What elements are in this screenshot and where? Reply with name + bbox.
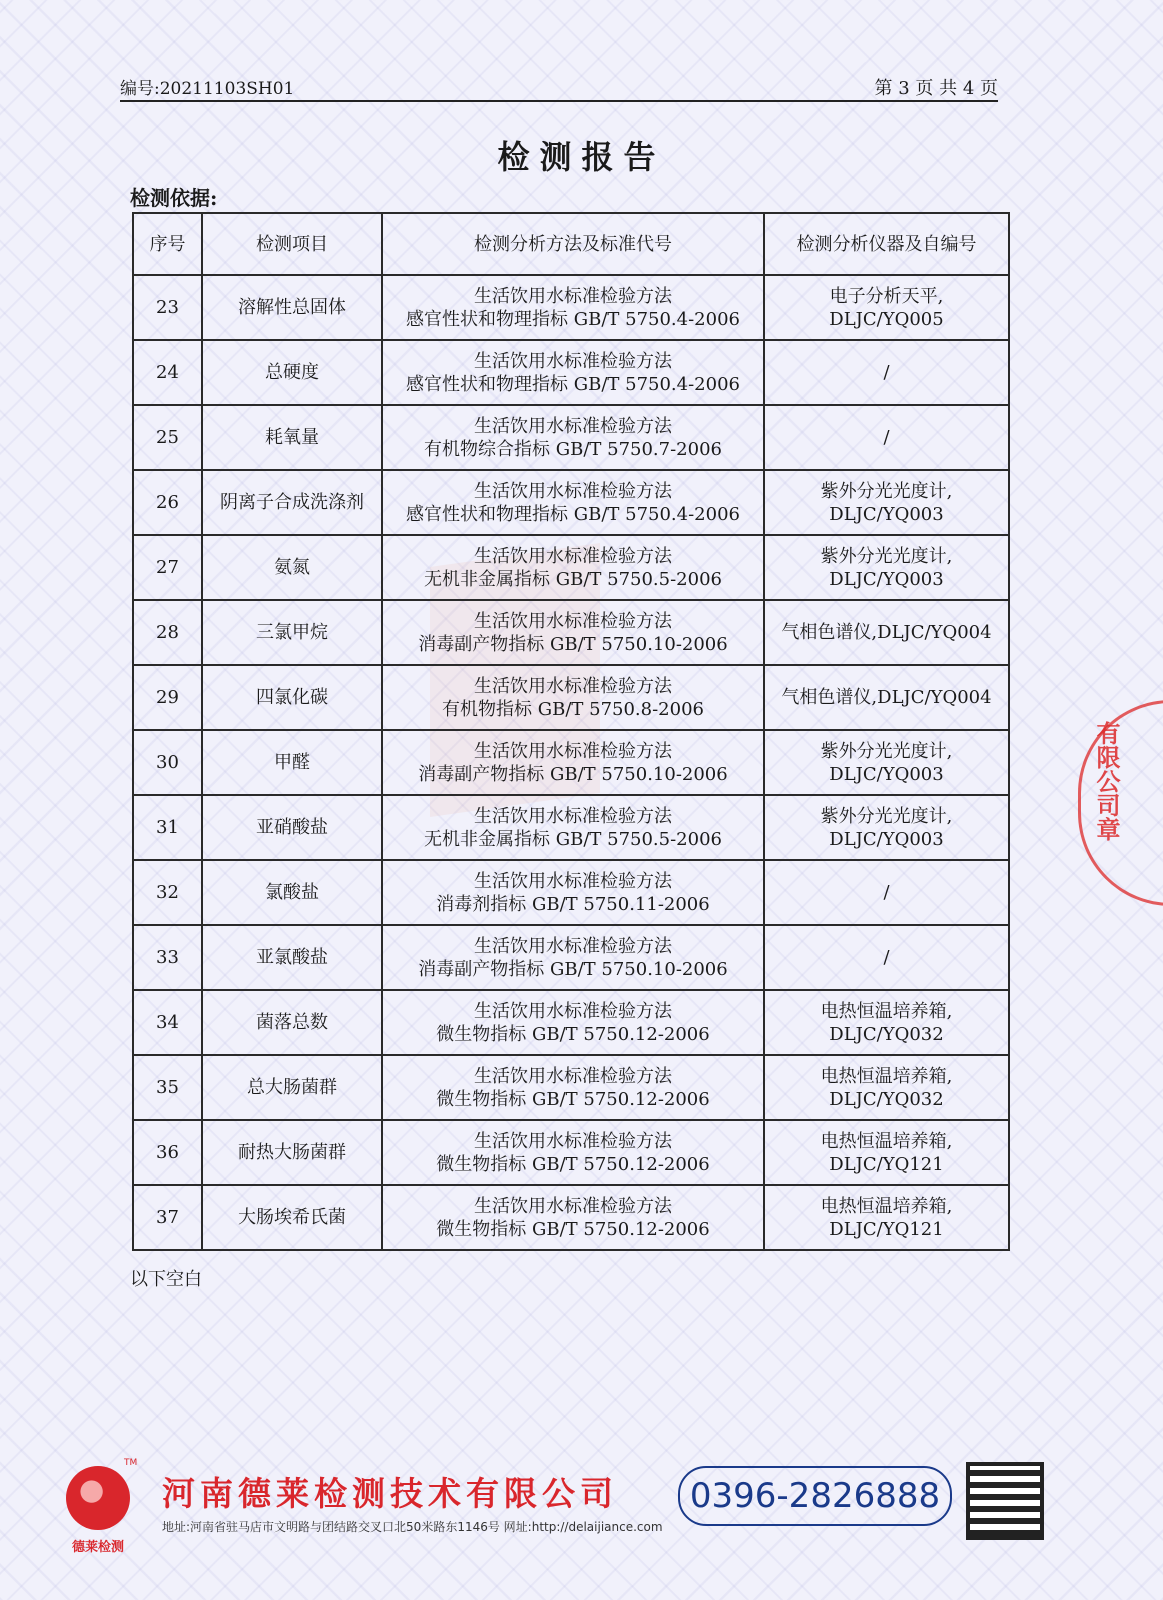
row-instrument-line: 紫外分光光度计, xyxy=(820,740,953,762)
row-method-line: 微生物指标 GB/T 5750.12-2006 xyxy=(436,1023,710,1045)
row-method xyxy=(382,1055,764,1120)
header-method: 检测分析方法及标准代号 xyxy=(382,213,764,275)
row-method-line: 消毒剂指标 GB/T 5750.11-2006 xyxy=(436,893,710,915)
row-instrument-line: DLJC/YQ032 xyxy=(829,1088,944,1110)
row-number xyxy=(133,275,202,340)
row-instrument xyxy=(764,730,1009,795)
row-method-line: 生活饮用水标准检验方法 xyxy=(474,610,672,632)
row-method-line: 生活饮用水标准检验方法 xyxy=(474,675,672,697)
row-number-line: 25 xyxy=(156,427,179,448)
row-number-line: 23 xyxy=(156,297,179,318)
header-no: 序号 xyxy=(133,213,202,275)
row-instrument xyxy=(764,795,1009,860)
row-number-line: 35 xyxy=(156,1077,179,1098)
row-item xyxy=(202,535,382,600)
row-method-line: 无机非金属指标 GB/T 5750.5-2006 xyxy=(424,828,722,850)
row-method xyxy=(382,1185,764,1250)
row-instrument-line: DLJC/YQ121 xyxy=(829,1153,944,1175)
row-item-line: 大肠埃希氏菌 xyxy=(238,1207,346,1228)
qr-code-icon xyxy=(966,1462,1044,1540)
row-instrument xyxy=(764,275,1009,340)
row-method-line: 有机物指标 GB/T 5750.8-2006 xyxy=(442,698,704,720)
row-method-line: 感官性状和物理指标 GB/T 5750.4-2006 xyxy=(406,308,740,330)
row-number xyxy=(133,600,202,665)
row-instrument-line: 电子分析天平, xyxy=(829,285,944,307)
row-item xyxy=(202,1055,382,1120)
table-row xyxy=(133,925,1009,990)
row-item xyxy=(202,600,382,665)
row-number-line: 33 xyxy=(156,947,179,968)
table-row xyxy=(133,1185,1009,1250)
row-item xyxy=(202,795,382,860)
row-instrument-line: DLJC/YQ005 xyxy=(829,308,944,330)
row-number xyxy=(133,925,202,990)
row-instrument-line: DLJC/YQ121 xyxy=(829,1218,944,1240)
row-instrument xyxy=(764,1055,1009,1120)
row-number xyxy=(133,1185,202,1250)
table-row xyxy=(133,275,1009,340)
row-item xyxy=(202,470,382,535)
row-number-line: 26 xyxy=(156,492,179,513)
row-instrument-line: 气相色谱仪,DLJC/YQ004 xyxy=(781,687,992,708)
row-instrument-line: 紫外分光光度计, xyxy=(820,480,953,502)
row-number xyxy=(133,1055,202,1120)
row-instrument-line: DLJC/YQ003 xyxy=(829,568,944,590)
row-method-line: 生活饮用水标准检验方法 xyxy=(474,1065,672,1087)
row-method-line: 微生物指标 GB/T 5750.12-2006 xyxy=(436,1218,710,1240)
row-item xyxy=(202,405,382,470)
row-method-line: 生活饮用水标准检验方法 xyxy=(474,1195,672,1217)
row-number-line: 27 xyxy=(156,557,179,578)
row-number xyxy=(133,730,202,795)
table-row xyxy=(133,990,1009,1055)
row-method xyxy=(382,470,764,535)
row-item-line: 亚氯酸盐 xyxy=(256,947,328,968)
row-number-line: 36 xyxy=(156,1142,179,1163)
row-method xyxy=(382,925,764,990)
row-item-line: 氯酸盐 xyxy=(265,882,319,903)
row-instrument-line: 紫外分光光度计, xyxy=(820,545,953,567)
row-number-line: 31 xyxy=(156,817,179,838)
row-method xyxy=(382,860,764,925)
row-method-line: 感官性状和物理指标 GB/T 5750.4-2006 xyxy=(406,503,740,525)
company-name: 河南德莱检测技术有限公司 xyxy=(162,1474,618,1513)
header-item: 检测项目 xyxy=(202,213,382,275)
table-row xyxy=(133,860,1009,925)
row-instrument xyxy=(764,1120,1009,1185)
row-instrument xyxy=(764,925,1009,990)
row-item-line: 氨氮 xyxy=(274,557,310,578)
row-method xyxy=(382,795,764,860)
row-instrument-line: DLJC/YQ032 xyxy=(829,1023,944,1045)
row-method xyxy=(382,600,764,665)
report-header xyxy=(120,72,998,102)
row-method-line: 生活饮用水标准检验方法 xyxy=(474,415,672,437)
row-instrument-line: / xyxy=(883,362,890,383)
row-method xyxy=(382,405,764,470)
row-instrument xyxy=(764,665,1009,730)
row-method-line: 生活饮用水标准检验方法 xyxy=(474,805,672,827)
table-body xyxy=(133,275,1009,1250)
row-instrument-line: 紫外分光光度计, xyxy=(820,805,953,827)
row-method xyxy=(382,1120,764,1185)
row-method-line: 生活饮用水标准检验方法 xyxy=(474,1000,672,1022)
row-item xyxy=(202,860,382,925)
row-item-line: 四氯化碳 xyxy=(256,687,328,708)
header-instrument: 检测分析仪器及自编号 xyxy=(764,213,1009,275)
company-seal xyxy=(1078,700,1163,906)
row-method-line: 无机非金属指标 GB/T 5750.5-2006 xyxy=(424,568,722,590)
row-number xyxy=(133,860,202,925)
row-method xyxy=(382,275,764,340)
row-item-line: 总大肠菌群 xyxy=(247,1077,337,1098)
row-method-line: 生活饮用水标准检验方法 xyxy=(474,285,672,307)
row-number xyxy=(133,1120,202,1185)
row-method-line: 有机物综合指标 GB/T 5750.7-2006 xyxy=(424,438,722,460)
row-number xyxy=(133,340,202,405)
company-address: 地址:河南省驻马店市文明路与团结路交叉口北50米路东1146号 网址:http://delaijiance.com xyxy=(162,1520,663,1534)
table-row xyxy=(133,730,1009,795)
row-number xyxy=(133,795,202,860)
row-item xyxy=(202,925,382,990)
basis-label: 检测依据: xyxy=(130,186,218,210)
row-item xyxy=(202,1120,382,1185)
row-item-line: 亚硝酸盐 xyxy=(256,817,328,838)
row-instrument-line: DLJC/YQ003 xyxy=(829,828,944,850)
table-row xyxy=(133,665,1009,730)
row-method-line: 生活饮用水标准检验方法 xyxy=(474,545,672,567)
row-instrument-line: 气相色谱仪,DLJC/YQ004 xyxy=(781,622,992,643)
row-instrument xyxy=(764,535,1009,600)
seal-text: 有限公司章 xyxy=(1092,721,1120,841)
row-item-line: 菌落总数 xyxy=(256,1012,328,1033)
row-method xyxy=(382,535,764,600)
row-method-line: 感官性状和物理指标 GB/T 5750.4-2006 xyxy=(406,373,740,395)
basis-table xyxy=(132,212,1010,1251)
trademark-symbol: TM xyxy=(124,1458,138,1468)
row-method xyxy=(382,340,764,405)
row-method-line: 生活饮用水标准检验方法 xyxy=(474,350,672,372)
row-item-line: 三氯甲烷 xyxy=(256,622,328,643)
row-item xyxy=(202,340,382,405)
table-row xyxy=(133,1120,1009,1185)
row-method-line: 生活饮用水标准检验方法 xyxy=(474,870,672,892)
table-row xyxy=(133,600,1009,665)
table-header-row xyxy=(133,213,1009,275)
row-method xyxy=(382,730,764,795)
row-number-line: 24 xyxy=(156,362,179,383)
row-instrument-line: DLJC/YQ003 xyxy=(829,763,944,785)
row-item-line: 溶解性总固体 xyxy=(238,297,346,318)
row-method-line: 消毒副产物指标 GB/T 5750.10-2006 xyxy=(418,958,728,980)
row-method-line: 生活饮用水标准检验方法 xyxy=(474,740,672,762)
row-instrument-line: 电热恒温培养箱, xyxy=(820,1195,953,1217)
row-item-line: 阴离子合成洗涤剂 xyxy=(220,492,364,513)
company-phone: 0396-2826888 xyxy=(678,1466,952,1526)
row-number-line: 37 xyxy=(156,1207,179,1228)
report-title: 检测报告 xyxy=(497,138,666,176)
company-logo xyxy=(62,1458,138,1558)
row-method-line: 生活饮用水标准检验方法 xyxy=(474,480,672,502)
row-item-line: 甲醛 xyxy=(274,752,310,773)
table-row xyxy=(133,340,1009,405)
row-instrument-line: / xyxy=(883,882,890,903)
row-instrument xyxy=(764,600,1009,665)
row-method-line: 微生物指标 GB/T 5750.12-2006 xyxy=(436,1088,710,1110)
row-method-line: 生活饮用水标准检验方法 xyxy=(474,935,672,957)
row-number xyxy=(133,665,202,730)
row-instrument xyxy=(764,340,1009,405)
row-number xyxy=(133,535,202,600)
row-item xyxy=(202,275,382,340)
row-instrument xyxy=(764,990,1009,1055)
row-number-line: 32 xyxy=(156,882,179,903)
row-number xyxy=(133,470,202,535)
row-item xyxy=(202,1185,382,1250)
logo-mark-icon xyxy=(66,1466,130,1530)
row-instrument xyxy=(764,1185,1009,1250)
row-instrument xyxy=(764,405,1009,470)
row-instrument-line: / xyxy=(883,947,890,968)
report-number: 编号:20211103SH01 xyxy=(120,79,295,99)
row-method-line: 消毒副产物指标 GB/T 5750.10-2006 xyxy=(418,633,728,655)
row-method xyxy=(382,990,764,1055)
row-item xyxy=(202,665,382,730)
table-row xyxy=(133,1055,1009,1120)
blank-below-note: 以下空白 xyxy=(130,1269,202,1290)
row-instrument xyxy=(764,470,1009,535)
row-instrument xyxy=(764,860,1009,925)
row-number-line: 34 xyxy=(156,1012,179,1033)
row-instrument-line: 电热恒温培养箱, xyxy=(820,1130,953,1152)
table-row xyxy=(133,535,1009,600)
row-number-line: 28 xyxy=(156,622,179,643)
row-method-line: 微生物指标 GB/T 5750.12-2006 xyxy=(436,1153,710,1175)
row-instrument-line: DLJC/YQ003 xyxy=(829,503,944,525)
row-number-line: 29 xyxy=(156,687,179,708)
table-row xyxy=(133,470,1009,535)
row-method-line: 生活饮用水标准检验方法 xyxy=(474,1130,672,1152)
row-method xyxy=(382,665,764,730)
footer xyxy=(62,1458,1062,1562)
logo-text: 德莱检测 xyxy=(71,1540,124,1555)
table-row xyxy=(133,795,1009,860)
row-item-line: 耐热大肠菌群 xyxy=(238,1142,346,1163)
row-item xyxy=(202,990,382,1055)
row-item xyxy=(202,730,382,795)
row-number-line: 30 xyxy=(156,752,179,773)
row-item-line: 耗氧量 xyxy=(265,427,319,448)
page-info: 第 3 页 共 4 页 xyxy=(874,78,998,99)
row-number xyxy=(133,405,202,470)
table-row xyxy=(133,405,1009,470)
row-instrument-line: 电热恒温培养箱, xyxy=(820,1000,953,1022)
row-instrument-line: / xyxy=(883,427,890,448)
row-item-line: 总硬度 xyxy=(265,362,319,383)
row-instrument-line: 电热恒温培养箱, xyxy=(820,1065,953,1087)
row-method-line: 消毒副产物指标 GB/T 5750.10-2006 xyxy=(418,763,728,785)
row-number xyxy=(133,990,202,1055)
